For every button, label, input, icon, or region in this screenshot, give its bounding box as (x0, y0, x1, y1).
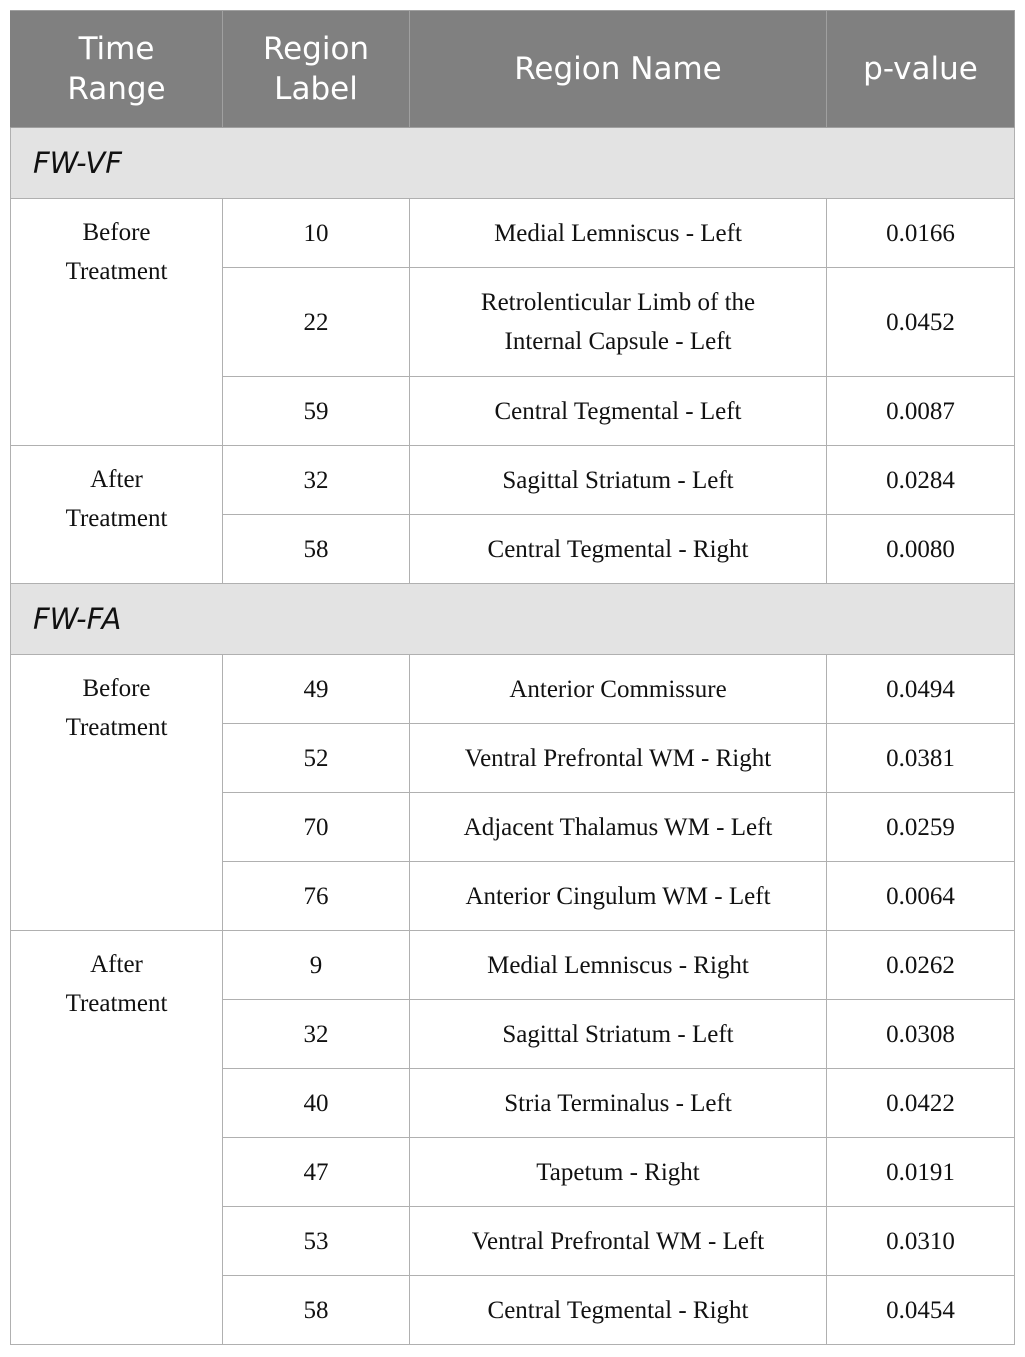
region-name-cell: Central Tegmental - Right (410, 515, 827, 584)
time-range-cell: After Treatment (11, 931, 223, 1345)
p-value-cell: 0.0087 (827, 377, 1015, 446)
region-label-cell: 49 (223, 655, 410, 724)
group-row (11, 584, 1015, 655)
region-name-cell: Sagittal Striatum - Left (410, 446, 827, 515)
table-header-row (11, 11, 1015, 128)
region-name-cell: Sagittal Striatum - Left (410, 1000, 827, 1069)
table-row (11, 931, 1015, 1000)
header-region-name: Region Name (410, 11, 827, 128)
results-table-container (10, 10, 1014, 1345)
region-label-cell: 32 (223, 1000, 410, 1069)
region-name-cell: Central Tegmental - Left (410, 377, 827, 446)
p-value-cell: 0.0454 (827, 1276, 1015, 1345)
p-value-cell: 0.0310 (827, 1207, 1015, 1276)
table-row (11, 199, 1015, 268)
region-name-cell: Retrolenticular Limb of the Internal Capsule - Left (410, 268, 827, 377)
region-label-cell: 47 (223, 1138, 410, 1207)
p-value-cell: 0.0494 (827, 655, 1015, 724)
region-name-cell: Stria Terminalus - Left (410, 1069, 827, 1138)
region-label-cell: 10 (223, 199, 410, 268)
region-name-cell: Medial Lemniscus - Left (410, 199, 827, 268)
region-label-cell: 59 (223, 377, 410, 446)
p-value-cell: 0.0381 (827, 724, 1015, 793)
region-label-cell: 70 (223, 793, 410, 862)
header-time-range: Time Range (11, 11, 223, 128)
table-row (11, 446, 1015, 515)
region-label-cell: 32 (223, 446, 410, 515)
region-name-cell: Anterior Cingulum WM - Left (410, 862, 827, 931)
region-name-cell: Anterior Commissure (410, 655, 827, 724)
header-p-value: p-value (827, 11, 1015, 128)
time-range-cell: Before Treatment (11, 655, 223, 931)
region-label-cell: 53 (223, 1207, 410, 1276)
region-label-cell: 40 (223, 1069, 410, 1138)
region-name-cell: Adjacent Thalamus WM - Left (410, 793, 827, 862)
p-value-cell: 0.0262 (827, 931, 1015, 1000)
p-value-cell: 0.0191 (827, 1138, 1015, 1207)
region-name-cell: Central Tegmental - Right (410, 1276, 827, 1345)
p-value-cell: 0.0452 (827, 268, 1015, 377)
p-value-cell: 0.0422 (827, 1069, 1015, 1138)
time-range-cell: Before Treatment (11, 199, 223, 446)
p-value-cell: 0.0064 (827, 862, 1015, 931)
region-label-cell: 76 (223, 862, 410, 931)
region-label-cell: 58 (223, 1276, 410, 1345)
region-name-cell: Medial Lemniscus - Right (410, 931, 827, 1000)
p-value-cell: 0.0284 (827, 446, 1015, 515)
region-label-cell: 22 (223, 268, 410, 377)
region-name-cell: Ventral Prefrontal WM - Left (410, 1207, 827, 1276)
region-label-cell: 9 (223, 931, 410, 1000)
group-title: FW-VF (11, 128, 1015, 199)
p-value-cell: 0.0259 (827, 793, 1015, 862)
group-row (11, 128, 1015, 199)
region-label-cell: 58 (223, 515, 410, 584)
group-title: FW-FA (11, 584, 1015, 655)
results-table (10, 10, 1015, 1345)
p-value-cell: 0.0308 (827, 1000, 1015, 1069)
header-region-label: Region Label (223, 11, 410, 128)
p-value-cell: 0.0166 (827, 199, 1015, 268)
time-range-cell: After Treatment (11, 446, 223, 584)
p-value-cell: 0.0080 (827, 515, 1015, 584)
region-name-cell: Tapetum - Right (410, 1138, 827, 1207)
region-label-cell: 52 (223, 724, 410, 793)
region-name-cell: Ventral Prefrontal WM - Right (410, 724, 827, 793)
table-row (11, 655, 1015, 724)
table-body (11, 128, 1015, 1345)
